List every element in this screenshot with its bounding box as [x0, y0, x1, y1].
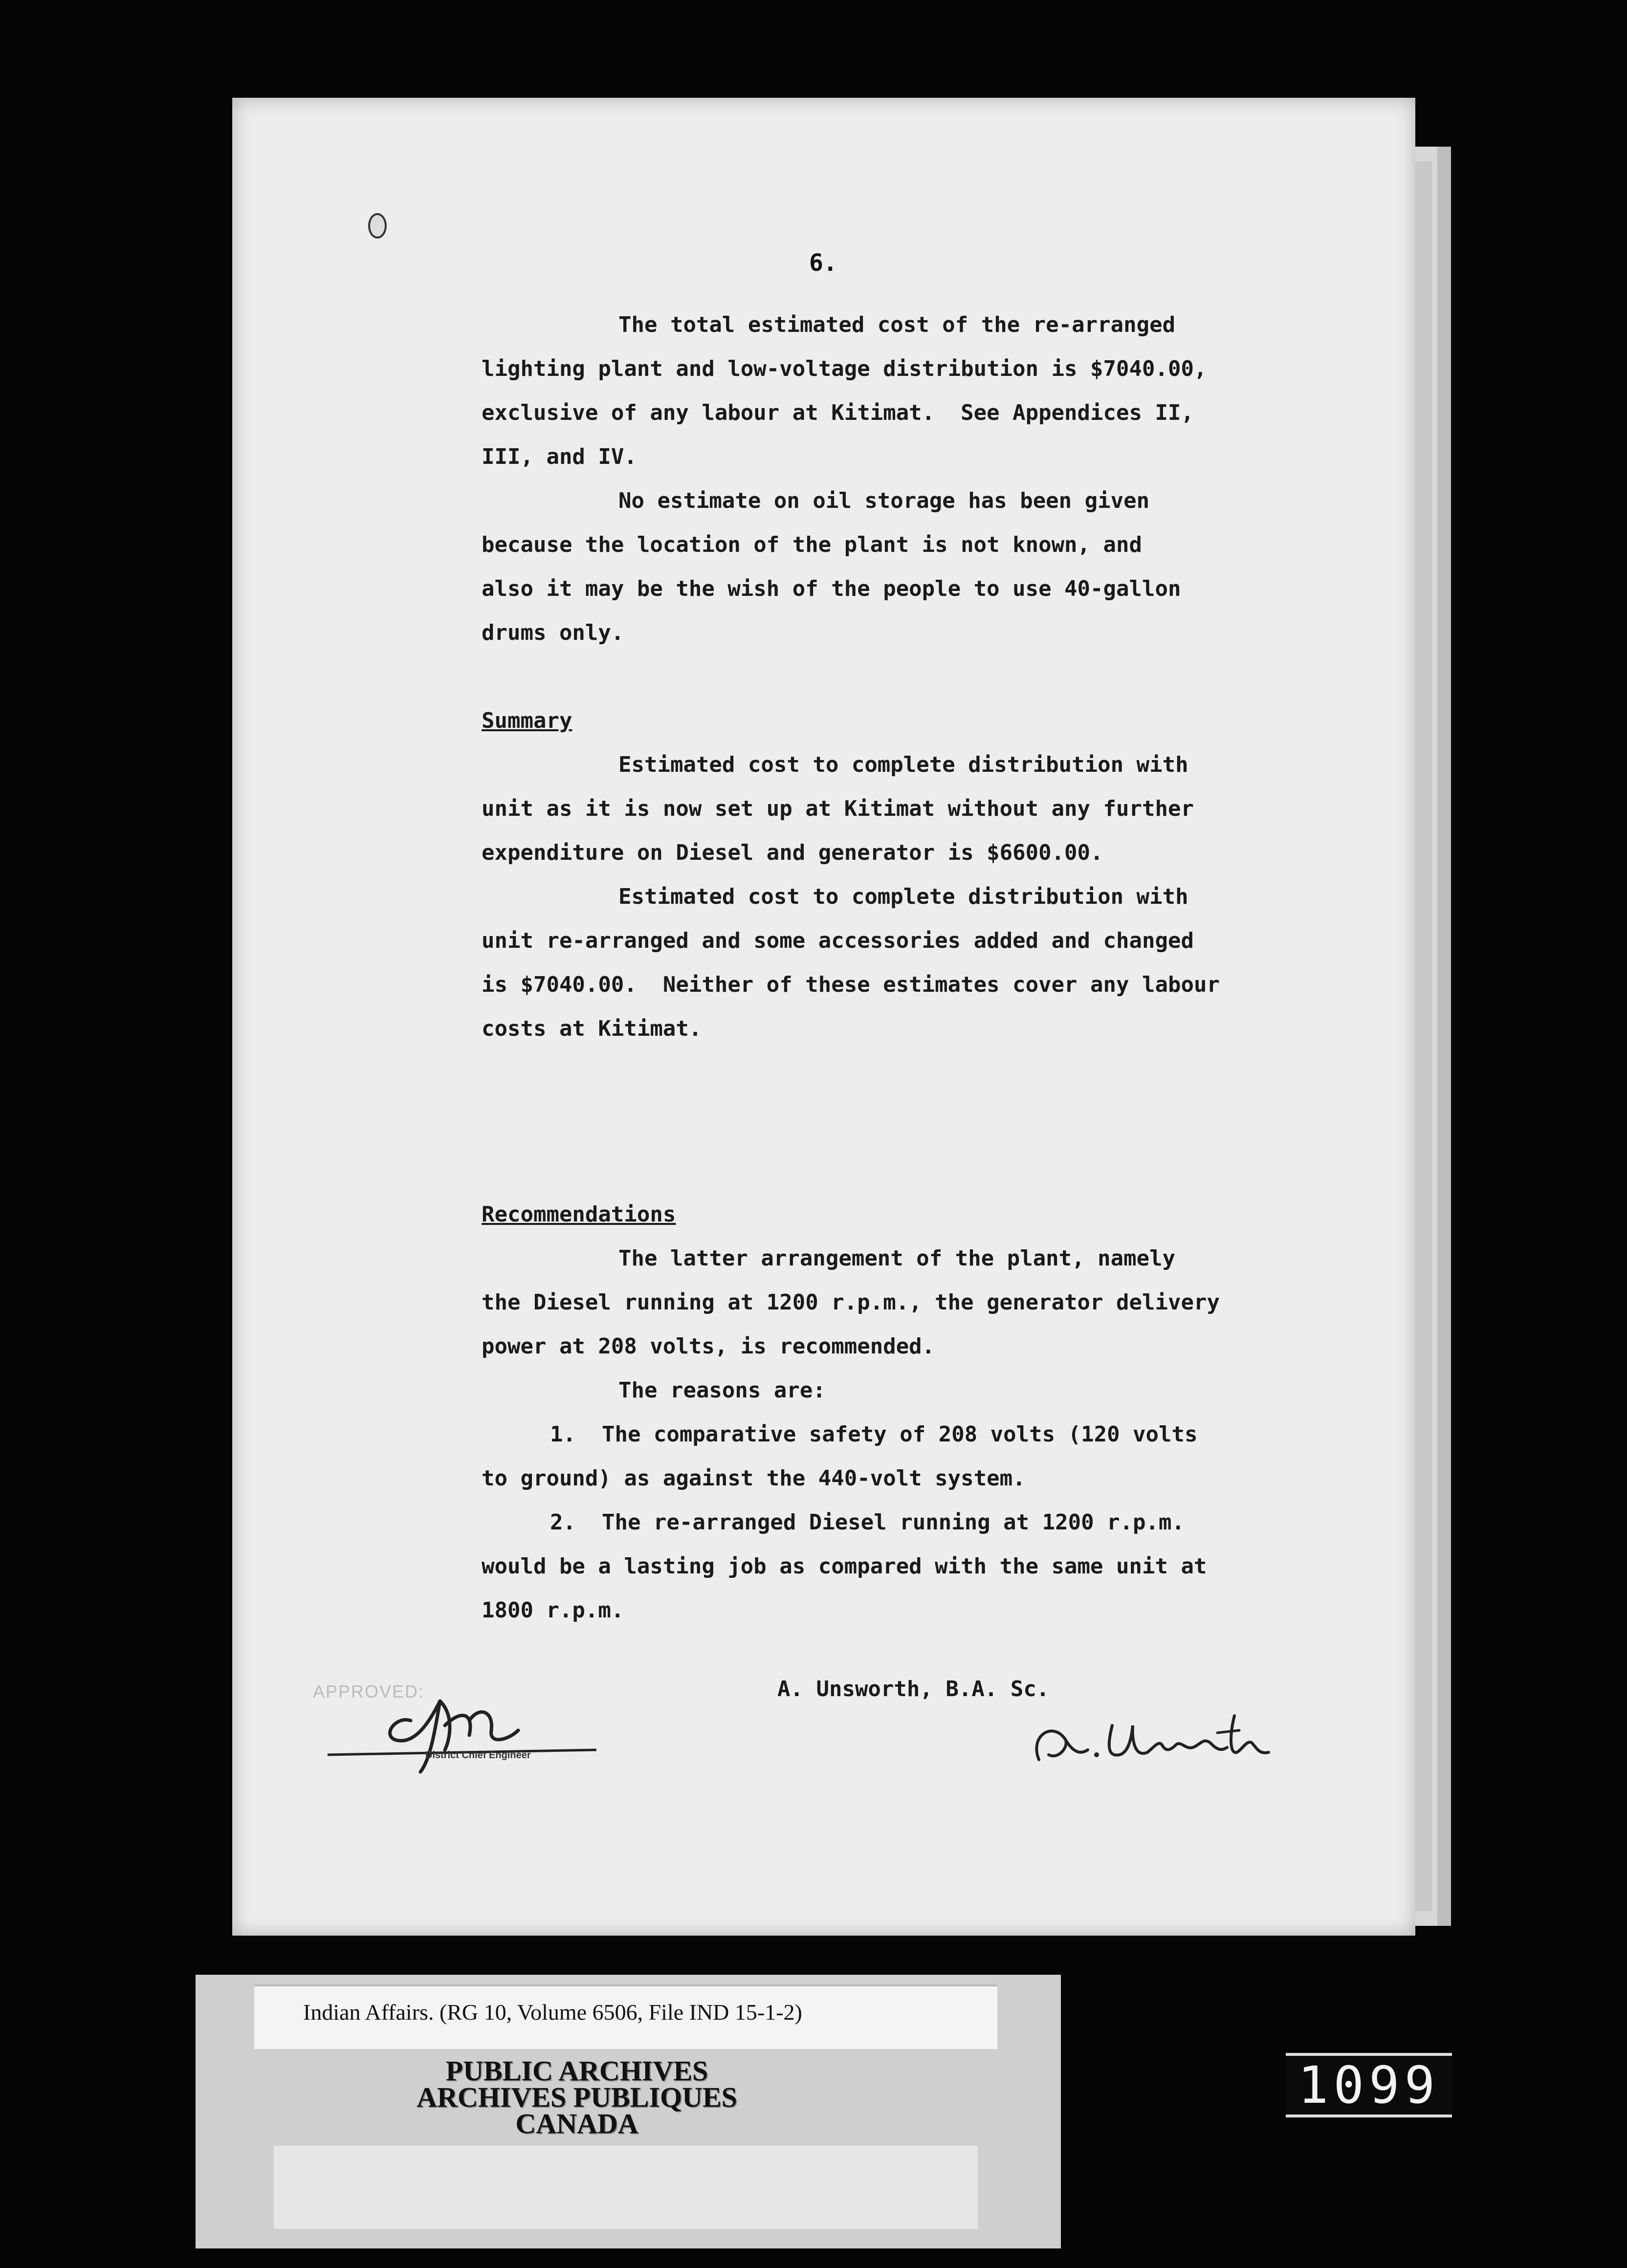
summary-heading: Summary	[482, 708, 572, 733]
recommendations-section	[482, 1193, 1352, 1633]
frame-number: 1099	[1286, 2053, 1452, 2117]
approval-signature	[323, 1691, 616, 1774]
approval-title: District Chief Engineer	[425, 1750, 531, 1761]
approval-stamp	[313, 1681, 616, 1769]
cost-paragraph: The total estimated cost of the re-arranged lighting plant and low-voltage distribution is $7040.00, exclusive of any labour at Kitimat. See Appendices II, III, and IV.	[482, 312, 1207, 469]
archive-line: PUBLIC ARCHIVES	[445, 2055, 708, 2087]
recommendations-heading: Recommendations	[482, 1202, 676, 1227]
summary-paragraph: Estimated cost to complete distribution with unit re-arranged and some accessories added and changed is $7040.00. Neither of these estimates cover any labour costs at Kitimat.	[482, 884, 1220, 1041]
author-signature	[1019, 1706, 1283, 1774]
reason-item: 2. The re-arranged Diesel running at 1200 r.p.m. would be a lasting job as compared with the same unit at 1800 r.p.m.	[482, 1510, 1207, 1623]
summary-section	[482, 699, 1352, 1051]
document-page	[232, 98, 1415, 1936]
cost-section	[482, 303, 1352, 655]
approval-label: APPROVED:	[313, 1681, 425, 1701]
oil-storage-paragraph: No estimate on oil storage has been given because the location of the plant is not known, and also it may be the wish of the people to use 40-gallon drums only.	[482, 488, 1181, 645]
archive-stamp	[357, 2055, 797, 2139]
summary-paragraph: Estimated cost to complete distribution with unit as it is now set up at Kitimat without any further expenditure on Diesel and generator is $6600.00.	[482, 752, 1194, 865]
reason-item: 1. The comparative safety of 208 volts (120 volts to ground) as against the 440-volt system.	[482, 1422, 1198, 1491]
page-number: 6.	[809, 249, 837, 277]
archive-line: ARCHIVES PUBLIQUES	[417, 2081, 737, 2113]
reasons-label: The reasons are:	[618, 1378, 826, 1403]
recommendations-intro: The latter arrangement of the plant, namely the Diesel running at 1200 r.p.m., the generator delivery power at 208 volts, is recommended.	[482, 1246, 1220, 1359]
punch-hole	[368, 213, 387, 239]
label-base	[274, 2146, 978, 2229]
archive-line: CANADA	[515, 2108, 638, 2139]
archive-reference: Indian Affairs. (RG 10, Volume 6506, File IND 15-1-2)	[303, 2000, 802, 2025]
author-name: A. Unsworth, B.A. Sc.	[777, 1677, 1050, 1701]
